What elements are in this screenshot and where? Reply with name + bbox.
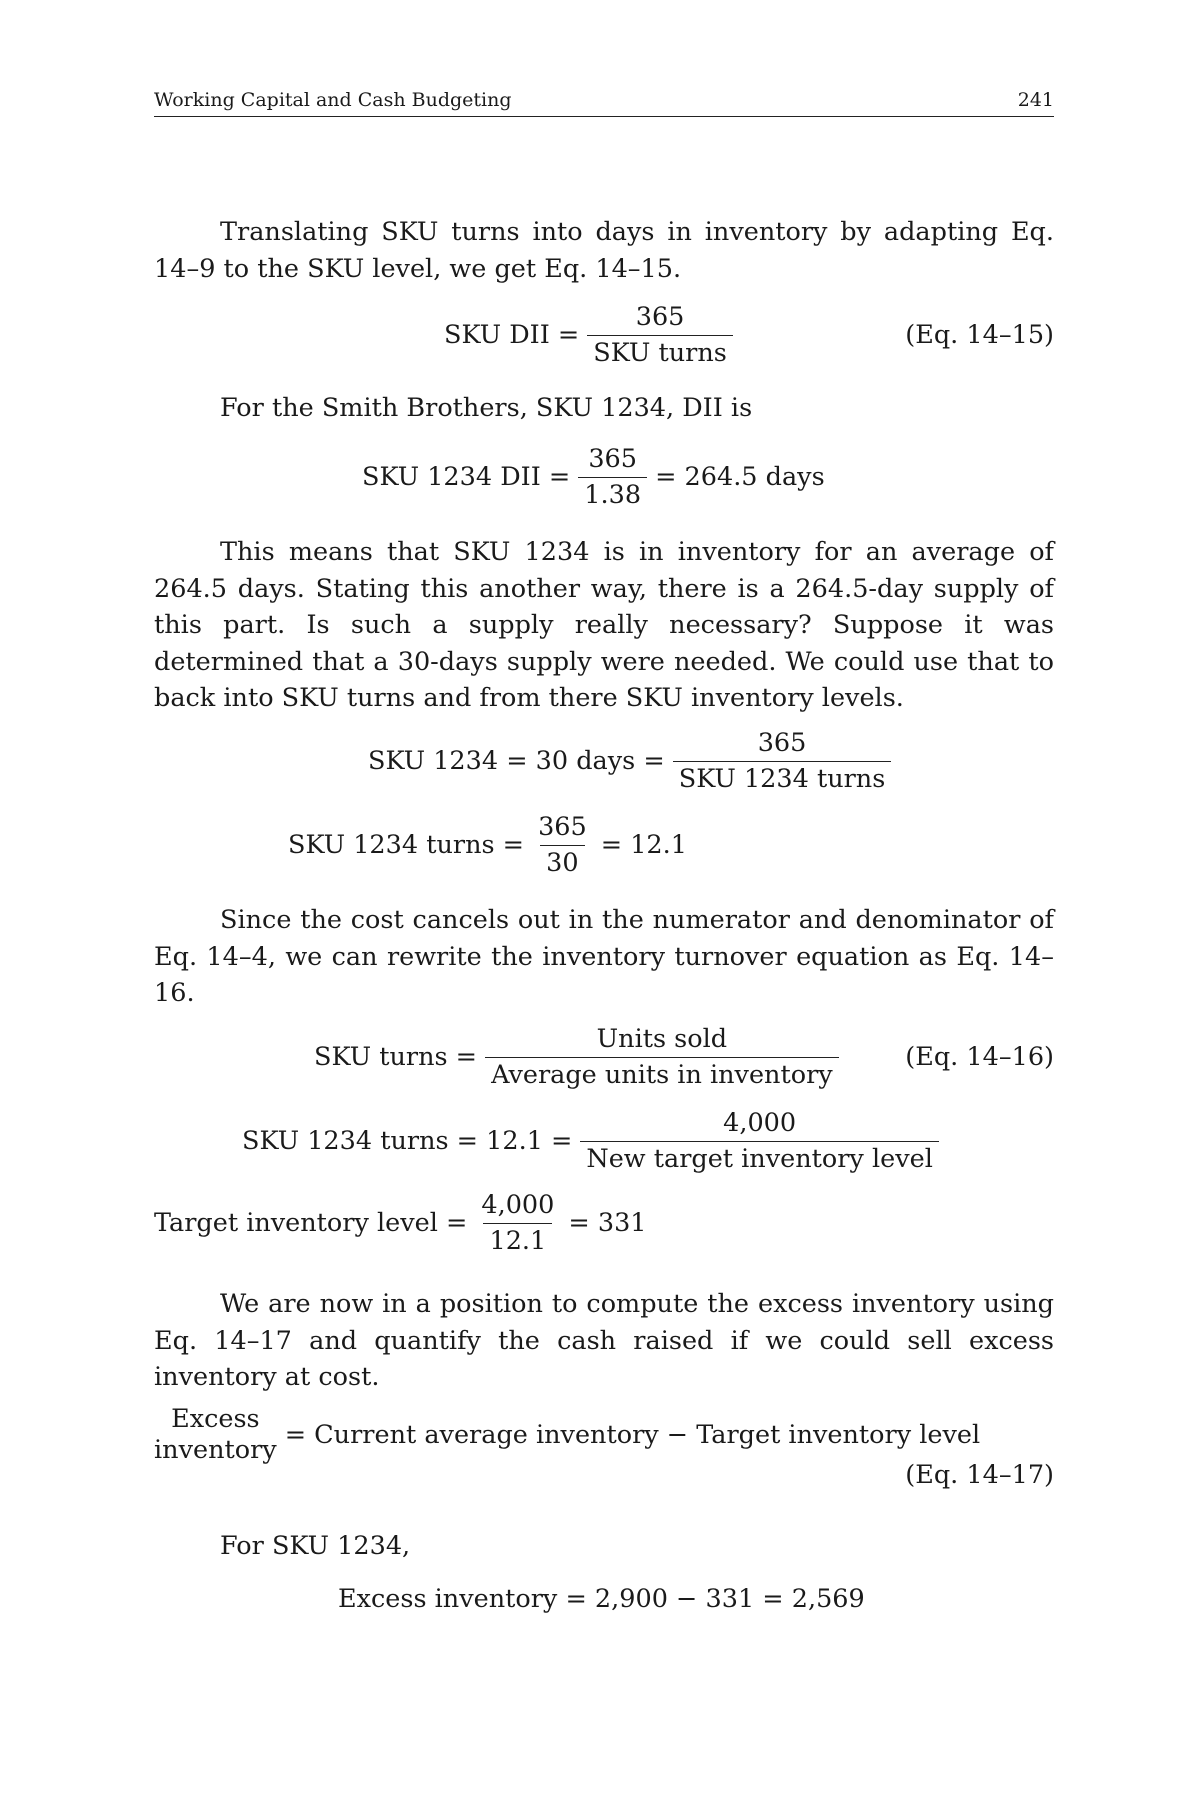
eq1-denominator: SKU turns (587, 335, 733, 369)
eq3-fraction (673, 728, 892, 794)
eq5-numerator: Units sold (596, 1024, 728, 1054)
paragraph-5: We are now in a position to compute the excess inventory using Eq. 14–17 and quantify the cash raised if we could sell excess inventory at cost. (154, 1289, 1054, 1392)
eq5-denominator: Average units in inventory (485, 1057, 839, 1091)
eq5-label: (Eq. 14–16) (905, 1042, 1054, 1072)
eq6-numerator: 4,000 (723, 1108, 797, 1138)
eq7-lhs: Target inventory level = (154, 1208, 468, 1239)
eq7-rhs: = 331 (568, 1208, 647, 1239)
eq6-fraction (580, 1108, 938, 1174)
eq8-lhs-top: Excess (171, 1404, 260, 1434)
eq4-rhs: = 12.1 (600, 830, 687, 861)
equation-target-level (154, 1190, 647, 1256)
eq2-lhs: SKU 1234 DII = (362, 462, 571, 493)
eq3-numerator: 365 (757, 728, 807, 758)
paragraph-2: For the Smith Brothers, SKU 1234, DII is (220, 393, 753, 423)
eq2-fraction (578, 444, 647, 510)
eq1-fraction (587, 302, 733, 368)
paragraph-4: Since the cost cancels out in the numerator and denominator of Eq. 14–4, we can rewrite the inventory turnover equation as Eq. 14–16. (154, 905, 1054, 1008)
equation-14-15 (444, 302, 741, 368)
eq1-lhs: SKU DII = (444, 320, 580, 351)
eq2-rhs: = 264.5 days (655, 462, 825, 493)
eq3-lhs: SKU 1234 = 30 days = (368, 746, 665, 777)
eq1-numerator: 365 (635, 302, 685, 332)
running-title: Working Capital and Cash Budgeting (154, 89, 512, 111)
paragraph-3: This means that SKU 1234 is in inventory for an average of 264.5 days. Stating this another way, there is a 264.5-day supply of this part. Is such a supply really necessary? Suppose it was determined that a 30-days supply were needed. We could use that to back into SKU turns and from there SKU inventory levels. (154, 537, 1054, 713)
equation-sku-turns-12 (288, 812, 687, 878)
eq6-lhs: SKU 1234 turns = 12.1 = (242, 1126, 573, 1157)
equation-14-17 (154, 1404, 980, 1465)
eq5-fraction (485, 1024, 839, 1090)
equation-excess-result (338, 1584, 865, 1614)
eq5-lhs: SKU turns = (314, 1042, 478, 1073)
equation-sku1234-dii (362, 444, 825, 510)
eq9-text: Excess inventory = 2,900 − 331 = 2,569 (338, 1584, 865, 1614)
eq4-lhs: SKU 1234 turns = (288, 830, 525, 861)
equation-14-16 (314, 1024, 847, 1090)
eq2-denominator: 1.38 (578, 477, 647, 511)
eq4-fraction (532, 812, 593, 878)
eq6-denominator: New target inventory level (580, 1141, 938, 1175)
running-header (154, 84, 1054, 117)
equation-30-days (368, 728, 899, 794)
eq1-label: (Eq. 14–15) (905, 320, 1054, 350)
eq8-lhs (154, 1404, 277, 1465)
equation-new-target (242, 1108, 947, 1174)
paragraph-6: For SKU 1234, (220, 1531, 411, 1561)
eq2-numerator: 365 (588, 444, 637, 474)
eq8-rhs: = Current average inventory − Target inventory level (284, 1419, 981, 1450)
eq8-lhs-bottom: inventory (154, 1434, 277, 1465)
page-number: 241 (1017, 89, 1054, 111)
eq4-denominator: 30 (540, 845, 584, 879)
eq7-denominator: 12.1 (483, 1223, 552, 1257)
eq3-denominator: SKU 1234 turns (673, 761, 892, 795)
eq4-numerator: 365 (538, 812, 587, 842)
eq7-fraction (475, 1190, 560, 1256)
eq7-numerator: 4,000 (481, 1190, 555, 1220)
eq8-label: (Eq. 14–17) (905, 1460, 1054, 1490)
paragraph-1: Translating SKU turns into days in inventory by adapting Eq. 14–9 to the SKU level, we get Eq. 14–15. (154, 217, 1054, 284)
